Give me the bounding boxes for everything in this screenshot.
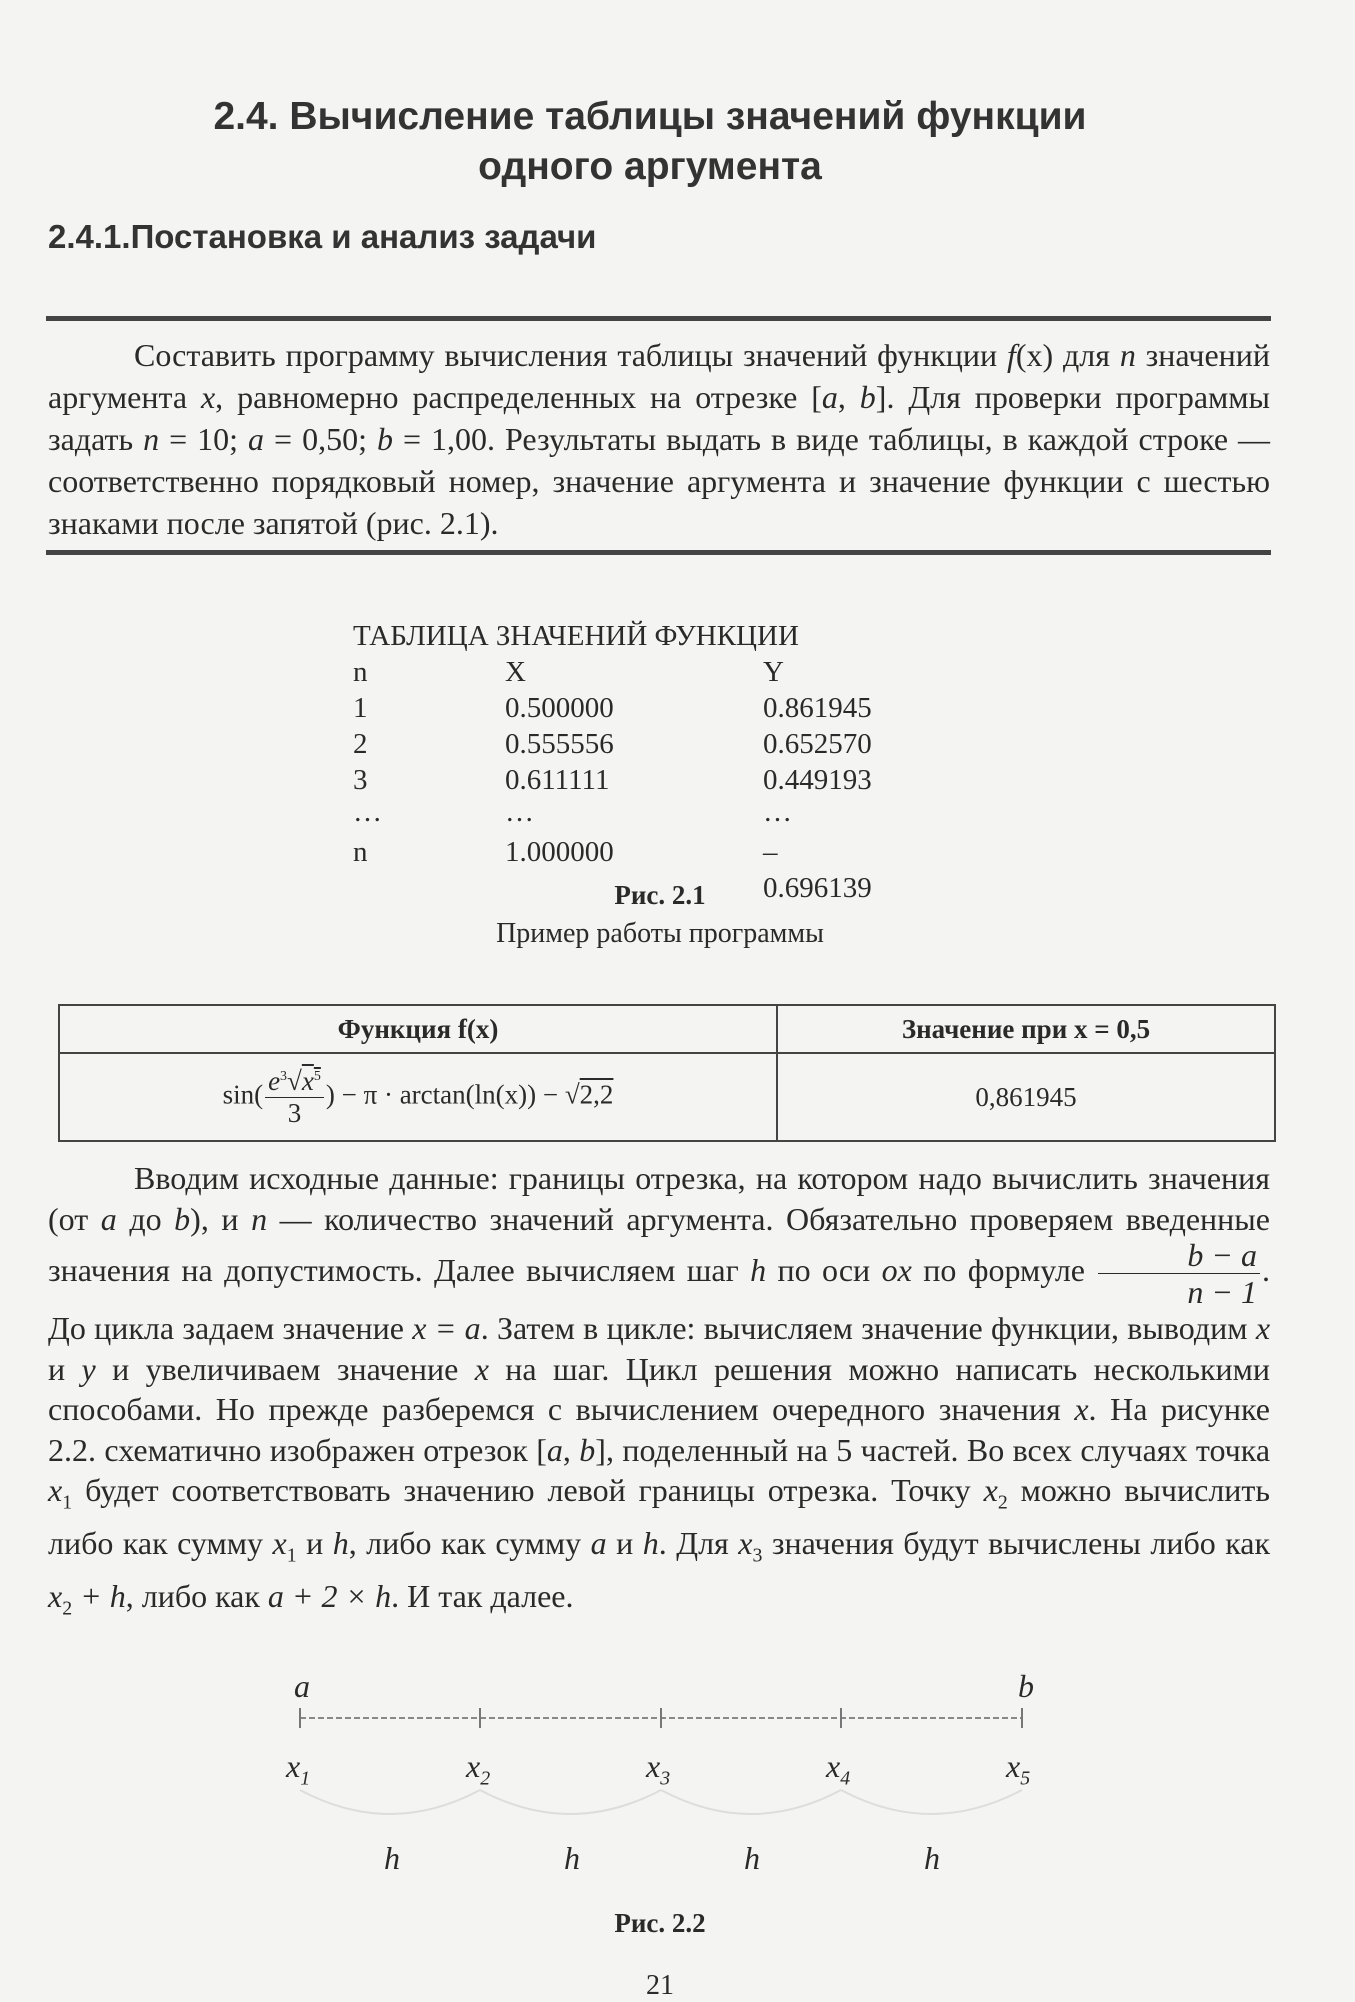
sample-output-row: 2 0.555556 0.652570 [353,728,872,760]
figure-2-1-label: Рис. 2.1 [614,880,706,910]
formula-fraction-denominator: 3 [287,1097,302,1128]
label-h4: h [924,1840,940,1876]
formula-fraction-numerator: $e^3√x^5$ [265,1068,324,1098]
label-h3: h [744,1840,760,1876]
value-column-header: Значение при x = 0,5 [777,1005,1275,1053]
function-formula: sin( $\frac{e^3√x^5}{3}$ ) − π · arctan(ln(x)) − √2,2 [59,1053,777,1141]
arc-h2 [480,1790,661,1814]
function-column-header: Функция f(x) [59,1005,777,1053]
label-h1: h [384,1840,400,1876]
label-h2: h [564,1840,580,1876]
explanation-paragraph: Вводим исходные данные: границы отрезка, на котором надо вычислить значения (от a до b), и n — количество значений аргумента. Обязательно проверяем введенные значения на допустимость. Далее вычисляем шаг h по оси ox по формуле $\frac{b - a}{n - 1}$ . До цикла задаем значение x = a. Затем в цикле: вычисляем значение функции, выводим x и y и увеличиваем значение x на шаг. Цикл решения можно написать несколькими способами. Но прежде разберемся с вычислением очередного значения x. На рисунке 2.2. схематично изображен отрезок [a, b], поделенный на 5 частей. Во всех случаях точка $x_1$ будет соответствовать значению левой границы отрезка. Точку $x_2$ можно вычислить либо как сумму $x_1$ и h, либо как сумму a и h. Для $x_3$ значения будут вычислены либо как $x_2 + h$, либо как a + 2 × h. И так далее. [48,1160,1271,1620]
label-x5: $x_5$ [1006,1748,1031,1790]
label-a: a [294,1668,310,1704]
sample-output-row: 1 0.500000 0.861945 [353,692,872,724]
task-statement: Составить программу вычисления таблицы значений функции f(x) для n значений аргумента x, равномерно распределенных на отрезке [a, b]. Для проверки программы задать n = 10; a = 0,50; b = 1,00. Результаты выдать в виде таблицы, в каждой строке — соответственно порядковый номер, значение аргумента и значение функции с шестью знаками после запятой (рис. 2.1). [48,337,1271,541]
section-title-line2: одного аргумента [478,145,822,188]
task-top-rule [46,316,1271,321]
label-x4: $x_4$ [826,1748,851,1790]
segment-diagram [0,1660,1355,1900]
label-x1: $x_1$ [286,1748,311,1790]
label-x2: $x_2$ [466,1748,491,1790]
label-b: b [1018,1668,1034,1704]
section-title-line1: 2.4. Вычисление таблицы значений функции [213,95,1087,138]
function-table [58,1004,1276,1142]
sample-output-row: 3 0.611111 0.449193 [353,764,872,796]
task-bottom-rule [46,550,1271,555]
sample-output-title: ТАБЛИЦА ЗНАЧЕНИЙ ФУНКЦИИ [353,620,799,652]
sample-output-row: n 1.000000 –0.696139 [353,836,872,904]
figure-2-2-label: Рис. 2.2 [614,1908,706,1938]
function-value: 0,861945 [777,1053,1275,1141]
subsection-title: 2.4.1.Постановка и анализ задачи [48,218,597,255]
arc-h4 [841,1790,1022,1814]
sample-output-header: n X Y [353,656,784,688]
function-table-row [59,1053,1275,1141]
arc-h1 [300,1790,480,1814]
arc-h3 [661,1790,841,1814]
step-formula: $\frac{b - a}{n - 1}$ [1098,1239,1260,1308]
page-number: 21 [646,1970,674,2001]
section-title [0,92,1300,192]
figure-2-1-caption: Пример работы программы [496,918,824,949]
sample-output-row: … … … [353,796,792,828]
function-table-header [59,1005,1275,1053]
label-x3: $x_3$ [646,1748,671,1790]
